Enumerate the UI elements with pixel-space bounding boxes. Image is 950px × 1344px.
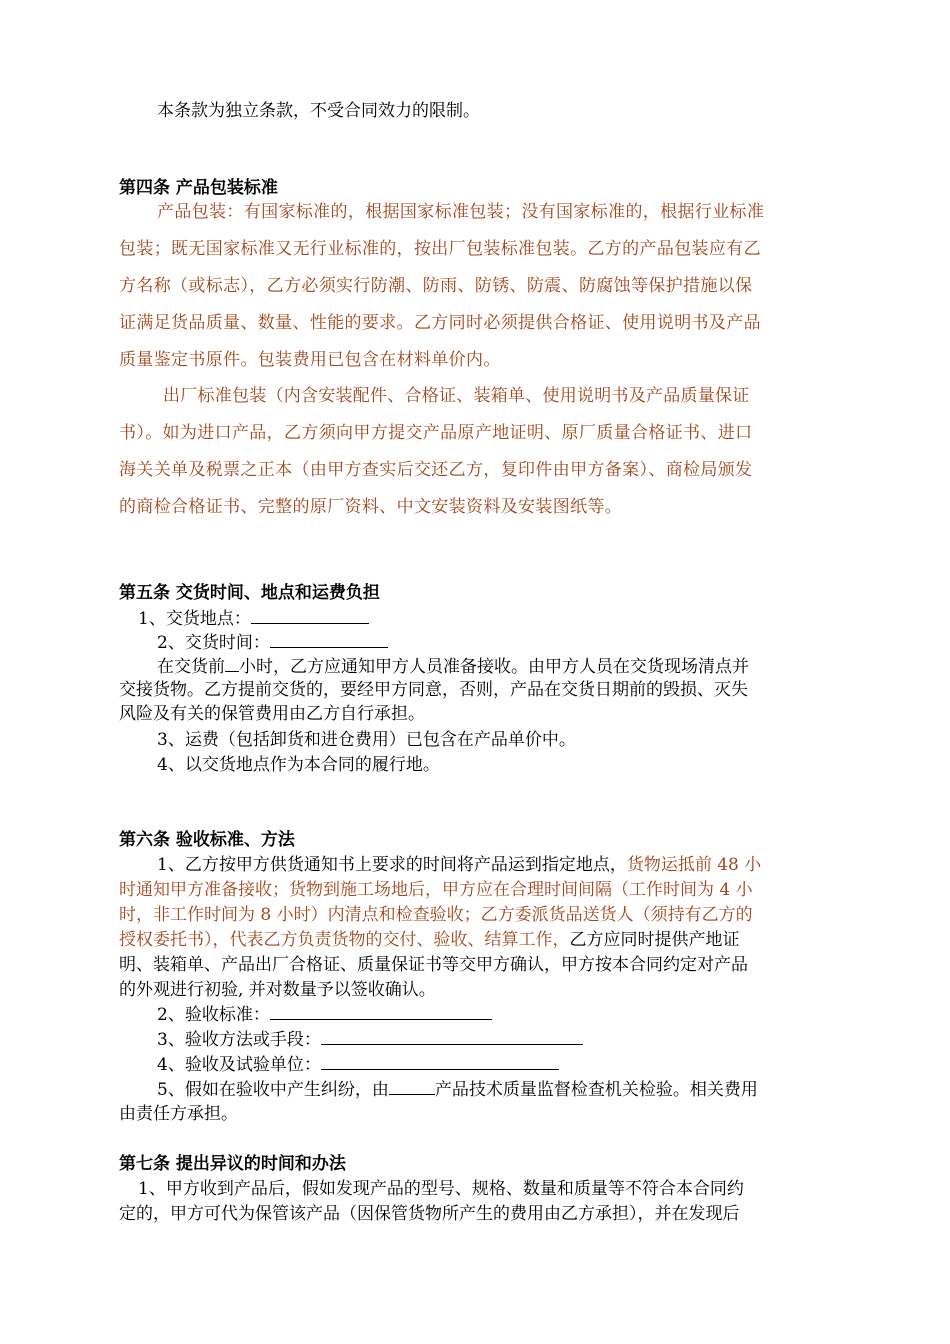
delivery-place-blank — [251, 606, 369, 624]
article4-p2-line3: 海关关单及税票之正本（由甲方查实后交还乙方，复印件由甲方备案）、商检局颁发 — [119, 460, 753, 480]
article5-p1-line3: 风险及有关的保管费用由乙方自行承担。 — [119, 704, 425, 724]
article4-p1-line4: 证满足货品质量、数量、性能的要求。乙方同时必须提供合格证、使用说明书及产品 — [119, 313, 761, 333]
article6-p1-line6: 的外观进行初验, 并对数量予以签收确认。 — [119, 980, 436, 1000]
delivery-time-blank — [270, 630, 388, 648]
testing-unit-blank — [321, 1052, 559, 1070]
delegate-text: 乙方应同时提供产地证 — [569, 930, 740, 950]
notice-hours-blank — [225, 654, 239, 672]
article5-item1 — [138, 606, 369, 631]
article6-item4 — [157, 1052, 559, 1077]
article4-heading: 第四条 产品包装标准 — [119, 178, 278, 198]
acceptance-standard-label: 2、验收标准： — [157, 1005, 270, 1025]
article4-p1-line5: 质量鉴定书原件。包装费用已包含在材料单价内。 — [119, 350, 501, 370]
article4-p1-line3: 方名称（或标志），乙方必须实行防潮、防雨、防锈、防震、防腐蚀等保护措施以保 — [119, 276, 753, 296]
article4-p2-line2: 书）。如为进口产品，乙方须向甲方提交产品原产地证明、原厂质量合格证书、进口 — [119, 423, 753, 443]
article6-p1-line2: 时通知甲方准备接收；货物到施工场地后，甲方应在合理时间间隔（工作时间为 4 小 — [119, 880, 753, 900]
article6-item5-line1 — [157, 1077, 758, 1102]
article5-item2 — [157, 630, 388, 655]
acceptance-standard-blank — [270, 1002, 492, 1020]
article4-p1-line1: 产品包装：有国家标准的，根据国家标准包装；没有国家标准的，根据行业标准 — [157, 202, 765, 222]
article5-p1-line2: 交接货物。乙方提前交货的，要经甲方同意，否则，产品在交货日期前的毁损、灭失 — [119, 680, 748, 700]
article6-p1-line1 — [157, 853, 761, 877]
article6-item5-line2: 由责任方承担。 — [119, 1104, 238, 1124]
dispute-suffix: 产品技术质量监督检查机关检验。相关费用 — [434, 1080, 758, 1100]
delivery-time-label: 2、交货时间： — [157, 633, 270, 653]
dispute-prefix: 5、假如在验收中产生纠纷，由 — [157, 1080, 389, 1100]
article7-heading: 第七条 提出异议的时间和办法 — [119, 1154, 346, 1174]
notice-prefix: 在交货前 — [157, 657, 225, 677]
article6-item2 — [157, 1002, 492, 1027]
article5-item4: 4、以交货地点作为本合同的履行地。 — [157, 755, 440, 775]
article7-line1: 1、甲方收到产品后，假如发现产品的型号、规格、数量和质量等不符合本合同约 — [138, 1179, 744, 1199]
article4-p2-line1: 出厂标准包装（内含安装配件、合格证、装箱单、使用说明书及产品质量保证 — [163, 386, 750, 406]
article4-p2-line4: 的商检合格证书、完整的原厂资料、中文安装资料及安装图纸等。 — [119, 497, 623, 517]
article5-heading: 第五条 交货时间、地点和运费负担 — [119, 583, 380, 603]
article6-p1-line3: 时，非工作时间为 8 小时）内清点和检查验收；乙方委派货品送货人（须持有乙方的 — [119, 905, 753, 925]
inspection-highlight: 货物运抵前 48 小 — [626, 855, 762, 875]
delegate-highlight: 授权委托书），代表乙方负责货物的交付、验收、结算工作， — [119, 930, 570, 950]
independence-clause: 本条款为独立条款，不受合同效力的限制。 — [157, 101, 480, 121]
acceptance-method-blank — [321, 1027, 583, 1045]
notice-suffix: 小时，乙方应通知甲方人员准备接收。由甲方人员在交货现场清点并 — [239, 657, 749, 677]
article6-p1-line4 — [119, 928, 740, 952]
testing-unit-label: 4、验收及试验单位： — [157, 1055, 321, 1075]
delivery-place-label: 1、交货地点： — [138, 609, 251, 629]
acceptance-method-label: 3、验收方法或手段： — [157, 1030, 321, 1050]
article6-heading: 第六条 验收标准、方法 — [119, 830, 295, 850]
article5-item3: 3、运费（包括卸货和进仓费用）已包含在产品单价中。 — [157, 730, 576, 750]
article7-line2: 定的，甲方可代为保管该产品（因保管货物所产生的费用由乙方承担），并在发现后 — [119, 1204, 740, 1224]
article4-p1-line2: 包装；既无国家标准又无行业标准的，按出厂包装标准包装。乙方的产品包装应有乙 — [119, 239, 761, 259]
dispute-blank — [389, 1077, 435, 1095]
inspection-text: 1、乙方按甲方供货通知书上要求的时间将产品运到指定地点， — [157, 855, 627, 875]
article6-p1-line5: 明、装箱单、产品出厂合格证、质量保证书等交甲方确认，甲方按本合同约定对产品 — [119, 955, 748, 975]
article6-item3 — [157, 1027, 583, 1052]
article5-p1-line1 — [157, 654, 749, 679]
